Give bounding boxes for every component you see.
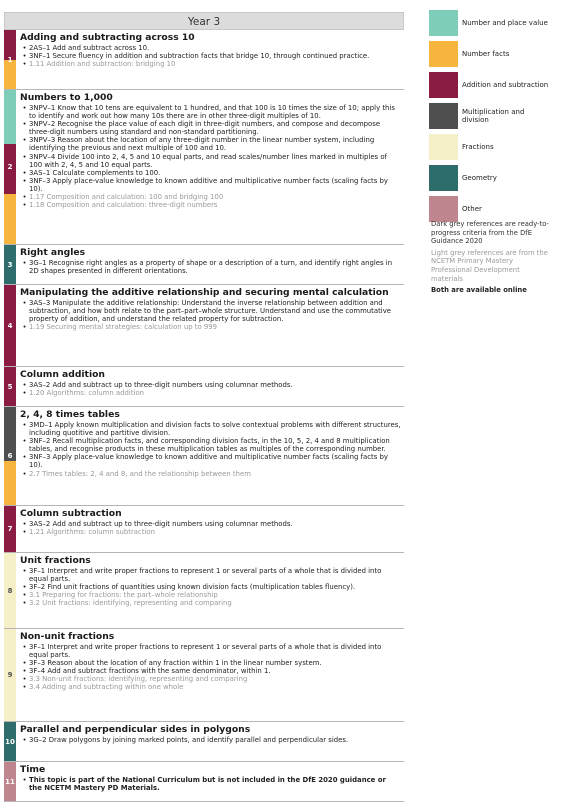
unit-content [16, 506, 404, 552]
reference-list [20, 567, 401, 607]
unit-content [16, 629, 404, 721]
colour-segment [4, 60, 16, 90]
unit-row [4, 367, 404, 407]
unit-colour-bar [4, 90, 16, 244]
legend-label: Geometry [462, 173, 497, 182]
reference-text: 1.17 Composition and calculation: 100 and bridging 100 [29, 193, 224, 202]
bullet: • [22, 567, 27, 575]
unit-content [16, 722, 404, 761]
reference-item [20, 659, 401, 667]
unit-row [4, 629, 404, 722]
reference-item [20, 299, 401, 323]
unit-colour-bar [4, 506, 16, 552]
bullet: • [22, 176, 27, 185]
bullet: • [22, 675, 27, 684]
bullet: • [22, 152, 27, 161]
unit-content [16, 90, 404, 244]
reference-text: 3MD–1 Apply known multiplication and division facts to solve contextual problems with different structures, including quotitive and partitive division. [29, 421, 401, 438]
unit-number: 7 [7, 525, 13, 533]
unit-title: Adding and subtracting across 10 [20, 32, 195, 43]
unit-content [16, 285, 404, 366]
legend-item [429, 195, 549, 223]
reference-item [20, 177, 401, 193]
reference-item [20, 169, 401, 177]
unit-colour-bar [4, 553, 16, 628]
unit-number: 3 [7, 260, 13, 269]
reference-item [20, 52, 401, 60]
reference-item [20, 193, 401, 201]
reference-text: 3AS–2 Add and subtract up to three-digit numbers using columnar methods. [29, 520, 293, 528]
bullet: • [22, 683, 27, 692]
note-light-references: Light grey references are from the NCETM Primary Mastery Professional Development materials [431, 248, 548, 283]
bullet: • [22, 104, 27, 112]
reference-text: 3.2 Unit fractions: identifying, representing and comparing [29, 599, 232, 608]
reference-item [20, 259, 401, 275]
unit-number: 1 [7, 55, 13, 64]
unit-colour-bar [4, 722, 16, 761]
unit-row [4, 245, 404, 285]
reference-text: 1.19 Securing mental strategies: calculation up to 999 [29, 323, 218, 332]
reference-list [20, 381, 401, 397]
legend-label: Other [462, 204, 482, 213]
unit-content [16, 367, 404, 406]
unit-title: Column subtraction [20, 508, 122, 519]
unit-number: 9 [7, 671, 13, 679]
reference-text: 3F–3 Reason about the location of any fraction within 1 in the linear number system. [29, 659, 322, 668]
unit-title: Manipulating the additive relationship and securing mental calculation [20, 287, 389, 298]
unit-row [4, 30, 404, 90]
reference-text: 1.21 Algorithms: column subtraction [29, 528, 156, 537]
reference-text: 3NPV–4 Divide 100 into 2, 4, 5 and 10 equal parts, and read scales/number lines marked in multiples of 100 with 2, 4, 5 and 10 equal parts. [29, 152, 387, 169]
legend-item [429, 40, 549, 68]
reference-text: 3F–2 Find unit fractions of quantities using known division facts (multiplication tables fluency). [29, 583, 356, 592]
unit-row [4, 506, 404, 553]
unit-content [16, 407, 404, 505]
bullet: • [22, 437, 27, 446]
reference-list [20, 736, 401, 744]
unit-content [16, 245, 404, 284]
bullet: • [22, 659, 27, 668]
unit-colour-bar [4, 629, 16, 721]
legend-swatch [429, 72, 458, 98]
unit-title: Time [20, 764, 46, 775]
reference-text: 3NF–3 Apply place-value knowledge to known additive and multiplicative number facts (scaling facts by 10). [29, 176, 388, 193]
reference-item [20, 599, 401, 607]
legend-label: Number and place value [462, 18, 548, 27]
unit-colour-bar [4, 30, 16, 89]
reference-text: 3NF–3 Apply place-value knowledge to known additive and multiplicative number facts (scaling facts by 10). [29, 453, 388, 470]
bullet: • [22, 201, 27, 210]
bullet: • [22, 599, 27, 608]
note-availability: Both are available online [431, 286, 527, 295]
unit-title: 2, 4, 8 times tables [20, 409, 120, 420]
reference-item [20, 201, 401, 209]
reference-text: 3NPV–1 Know that 10 tens are equivalent to 1 hundred, and that 100 is 10 times the size of 10; apply this to identify and work out how many 10s there are in other three-digit multiples of 10. [29, 104, 395, 121]
reference-notes [431, 220, 551, 298]
bullet: • [22, 193, 27, 202]
bullet: • [22, 583, 27, 592]
reference-list [20, 259, 401, 275]
reference-text: This topic is part of the National Curriculum but is not included in the DfE 2020 guidance or the NCETM Mastery PD Materials. [29, 776, 386, 793]
reference-item [20, 470, 401, 478]
unit-row [4, 90, 404, 245]
reference-item [20, 120, 401, 136]
bullet: • [22, 136, 27, 145]
legend-item [429, 102, 549, 130]
unit-list [4, 30, 404, 802]
reference-text: 3NPV–3 Reason about the location of any three-digit number in the linear number system, including identifying the previous and next multiple of 100 and 10. [29, 136, 375, 153]
legend-swatch [429, 41, 458, 67]
bullet: • [22, 168, 27, 177]
reference-item [20, 453, 401, 469]
reference-item [20, 683, 401, 691]
unit-colour-bar [4, 367, 16, 406]
legend-swatch [429, 103, 458, 129]
legend-label: Fractions [462, 142, 494, 151]
reference-item [20, 520, 401, 528]
reference-list [20, 421, 401, 478]
unit-number: 11 [5, 777, 15, 786]
legend-item [429, 133, 549, 161]
bullet: • [22, 60, 27, 69]
reference-text: 3AS–2 Add and subtract up to three-digit numbers using columnar methods. [29, 381, 293, 389]
unit-colour-bar [4, 245, 16, 284]
reference-list [20, 44, 401, 68]
reference-item [20, 323, 401, 331]
colour-segment [4, 194, 16, 245]
reference-item [20, 667, 401, 675]
unit-row [4, 553, 404, 629]
reference-item [20, 528, 401, 536]
unit-content [16, 762, 404, 801]
reference-item [20, 60, 401, 68]
unit-number: 2 [7, 163, 13, 171]
reference-text: 3F–4 Add and subtract fractions with the same denominator, within 1. [29, 667, 271, 676]
year-header: Year 3 [4, 12, 404, 30]
unit-title: Right angles [20, 247, 86, 258]
reference-text: 1.11 Addition and subtraction: bridging 10 [29, 60, 176, 69]
colour-segment [4, 90, 16, 144]
bullet: • [22, 299, 27, 307]
reference-text: 2AS–1 Add and subtract across 10. [29, 44, 150, 52]
unit-number: 4 [7, 321, 13, 330]
bullet: • [22, 52, 27, 61]
reference-list [20, 520, 401, 536]
bullet: • [22, 591, 27, 600]
bullet: • [22, 643, 27, 651]
reference-text: 3G–1 Recognise right angles as a property of shape or a description of a turn, and identify right angles in 2D shapes presented in different orientations. [29, 259, 393, 276]
colour-legend [429, 9, 549, 226]
unit-content [16, 553, 404, 628]
bullet: • [22, 520, 27, 528]
legend-item [429, 71, 549, 99]
bullet: • [22, 421, 27, 429]
reference-item [20, 567, 401, 583]
reference-item [20, 643, 401, 659]
reference-item [20, 421, 401, 437]
unit-colour-bar [4, 285, 16, 366]
bullet: • [22, 44, 27, 52]
unit-title: Column addition [20, 369, 105, 380]
unit-row [4, 407, 404, 506]
bullet: • [22, 469, 27, 478]
reference-item [20, 776, 401, 792]
reference-item [20, 736, 401, 744]
reference-text: 3NF–2 Recall multiplication facts, and corresponding division facts, in the 10, 5, 2, 4 and 8 multiplication tables, and recognise products in these multiplication tables as multiples of the corresponding number. [29, 437, 390, 454]
reference-item [20, 136, 401, 152]
reference-list [20, 776, 401, 792]
reference-item [20, 583, 401, 591]
reference-list [20, 299, 401, 331]
legend-swatch [429, 165, 458, 191]
reference-text: 3.1 Preparing for fractions: the part–whole relationship [29, 591, 218, 600]
reference-list [20, 104, 401, 209]
reference-text: 1.20 Algorithms: column addition [29, 389, 145, 398]
reference-text: 1.18 Composition and calculation: three-digit numbers [29, 201, 218, 210]
unit-title: Unit fractions [20, 555, 91, 566]
reference-item [20, 381, 401, 389]
legend-swatch [429, 134, 458, 160]
bullet: • [22, 323, 27, 332]
reference-item [20, 675, 401, 683]
reference-item [20, 591, 401, 599]
reference-text: 3F–1 Interpret and write proper fractions to represent 1 or several parts of a whole that is divided into equal parts. [29, 643, 382, 660]
reference-text: 3NPV–2 Recognise the place value of each digit in three-digit numbers, and compose and decompose three-digit numbers using standard and non-standard partitioning. [29, 120, 381, 137]
bullet: • [22, 389, 27, 398]
legend-swatch [429, 196, 458, 222]
unit-row [4, 285, 404, 367]
note-dark-references: Dark grey references are ready-to-progress criteria from the DfE Guidance 2020 [431, 220, 549, 246]
bullet: • [22, 528, 27, 537]
bullet: • [22, 259, 27, 267]
reference-text: 3NF–1 Secure fluency in addition and subtraction facts that bridge 10, through continued practice. [29, 52, 370, 61]
bullet: • [22, 776, 27, 784]
unit-colour-bar [4, 762, 16, 801]
unit-row [4, 762, 404, 802]
reference-text: 3.3 Non-unit fractions: identifying, representing and comparing [29, 675, 248, 684]
bullet: • [22, 381, 27, 389]
unit-number: 8 [7, 586, 13, 595]
legend-swatch [429, 10, 458, 36]
legend-item [429, 9, 549, 37]
unit-title: Numbers to 1,000 [20, 92, 113, 103]
bullet: • [22, 120, 27, 129]
unit-row [4, 722, 404, 762]
legend-item [429, 164, 549, 192]
legend-label: Multiplication and division [462, 107, 525, 124]
bullet: • [22, 453, 27, 462]
unit-content [16, 30, 404, 89]
legend-label: Addition and subtraction [462, 80, 549, 89]
reference-text: 3G–2 Draw polygons by joining marked points, and identify parallel and perpendicular sides. [29, 736, 349, 744]
unit-title: Non-unit fractions [20, 631, 115, 642]
unit-colour-bar [4, 407, 16, 505]
reference-item [20, 104, 401, 120]
reference-text: 3AS–3 Manipulate the additive relationship: Understand the inverse relationship between addition and subtraction, and how both relate to the part–part–whole structure. Understand and use the commutative property of addition, and understand the related property for subtraction. [29, 299, 392, 324]
unit-number: 10 [5, 737, 15, 746]
reference-text: 2.7 Times tables: 2, 4 and 8, and the relationship between them [29, 469, 251, 478]
reference-list [20, 643, 401, 692]
bullet: • [22, 667, 27, 676]
reference-text: 3AS–1 Calculate complements to 100. [29, 168, 161, 177]
reference-item [20, 44, 401, 52]
reference-text: 3F–1 Interpret and write proper fractions to represent 1 or several parts of a whole that is divided into equal parts. [29, 567, 382, 584]
reference-item [20, 437, 401, 453]
reference-item [20, 153, 401, 169]
legend-label: Number facts [462, 49, 510, 58]
unit-title: Parallel and perpendicular sides in polygons [20, 724, 251, 735]
colour-segment [4, 461, 16, 506]
year-overview-table [4, 12, 404, 802]
reference-item [20, 389, 401, 397]
bullet: • [22, 736, 27, 744]
unit-number: 5 [7, 382, 13, 391]
reference-text: 3.4 Adding and subtracting within one whole [29, 683, 184, 692]
unit-number: 6 [7, 452, 13, 460]
